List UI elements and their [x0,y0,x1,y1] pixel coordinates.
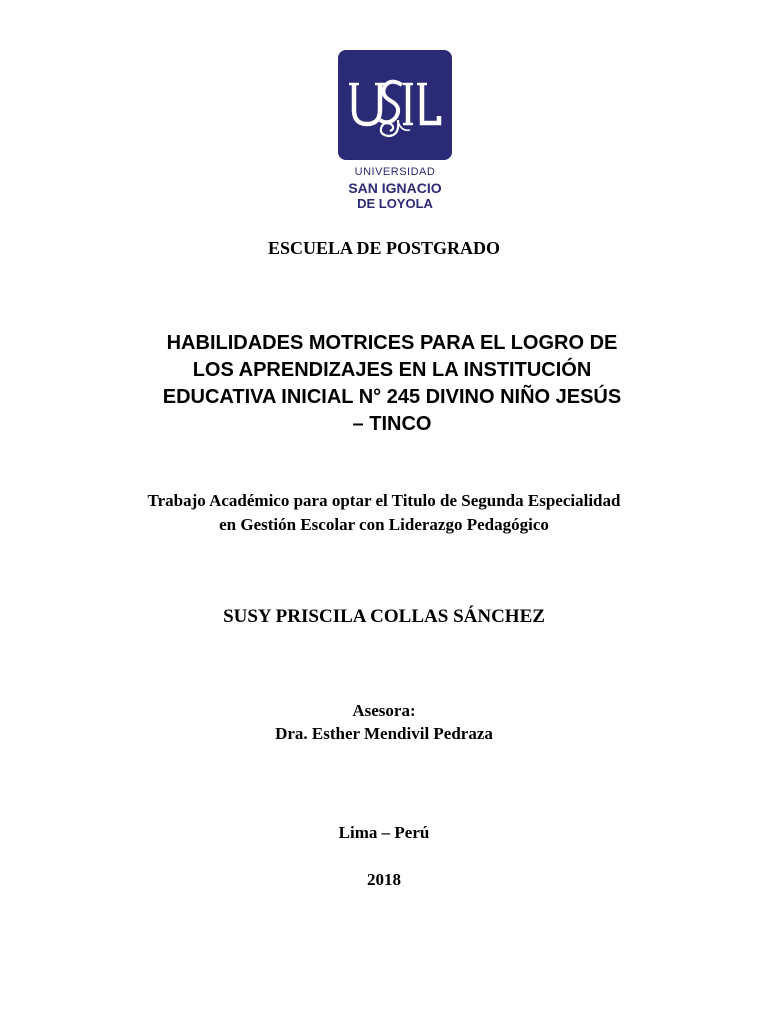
thesis-title-line: LOS APRENDIZAJES EN LA INSTITUCIÓN [192,359,592,381]
place: Lima – Perú [338,823,430,842]
thesis-title [112,330,672,438]
logo-text-universidad: UNIVERSIDAD [354,166,436,178]
degree-line: Trabajo Académico para optar el Titulo de Segunda Especialidad [147,491,621,510]
thesis-title-line: – TINCO [352,413,432,435]
logo-text-san-ignacio: SAN IGNACIO [348,180,442,196]
logo-text-de-loyola: DE LOYOLA [357,196,433,211]
degree-statement [0,489,768,537]
year: 2018 [367,870,401,889]
university-logo [338,50,452,210]
advisor-name: Dra. Esther Mendivil Pedraza [275,724,493,743]
usil-monogram-icon [338,50,452,160]
thesis-title-line: HABILIDADES MOTRICES PARA EL LOGRO DE [166,332,618,354]
school-heading: ESCUELA DE POSTGRADO [267,238,501,258]
thesis-title-line: EDUCATIVA INICIAL N° 245 DIVINO NIÑO JESÚS [162,386,622,408]
logo-caption [338,167,452,210]
author-name: SUSY PRISCILA COLLAS SÁNCHEZ [223,606,545,627]
advisor-label: Asesora: [352,701,416,720]
degree-line: en Gestión Escolar con Liderazgo Pedagógico [219,515,549,534]
